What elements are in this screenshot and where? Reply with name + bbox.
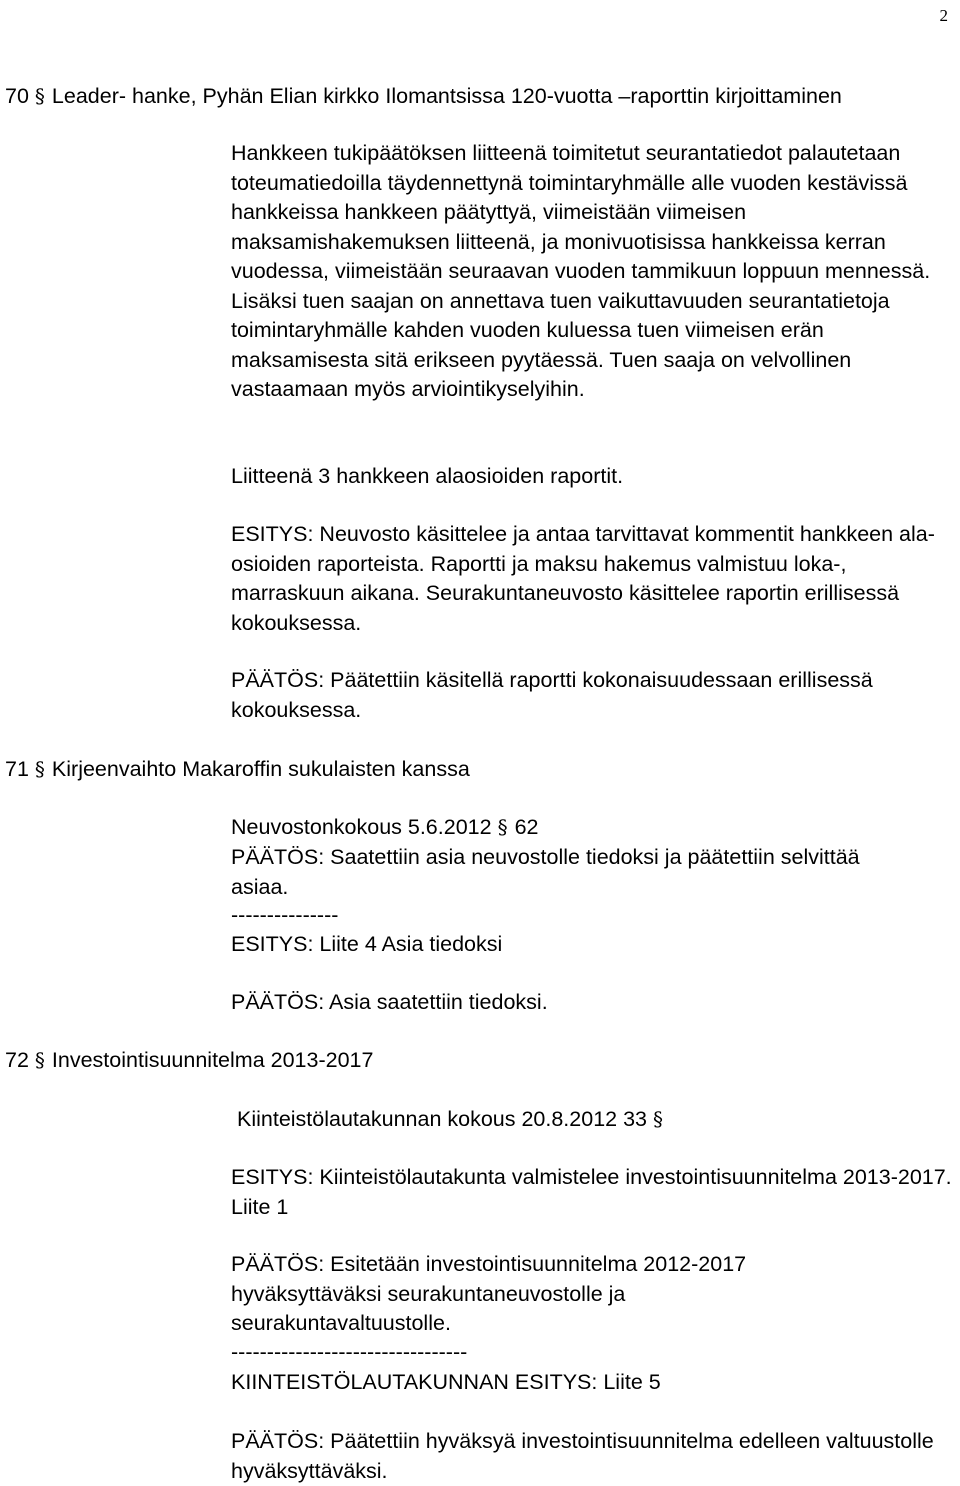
item-71-title: Kirjeenvaihto Makaroffin sukulaisten kanssa [51,757,470,781]
item-71-meeting-section: 62 [514,815,539,839]
item-70-heading [5,82,845,112]
item-71-meeting-text: Neuvostonkokous 5.6.2012 [231,815,492,839]
item-72-decision-1: PÄÄTÖS: Esitetään investointisuunnitelma 2012-2017 hyväksyttäväksi seurakuntaneuvostolle ja seurakuntavaltuustolle. [231,1252,747,1335]
item-71-decision-2: PÄÄTÖS: Asia saatettiin tiedoksi. [231,990,548,1014]
item-70-decision: PÄÄTÖS: Päätettiin käsitellä raportti kokonaisuudessaan erillisessä kokouksessa. [231,668,873,722]
item-71-meeting [231,813,951,843]
item-72-meeting-text: Kiinteistölautakunnan kokous 20.8.2012 33 [237,1107,648,1131]
section-sign-icon: § [653,1107,664,1131]
item-71-proposal: ESITYS: Liite 4 Asia tiedoksi [231,932,503,956]
item-72-meeting [237,1105,957,1135]
item-70-body: Hankkeen tukipäätöksen liitteenä toimitetut seurantatiedot palautetaan toteumatiedoilla täydennettynä toimintaryhmälle alle vuoden kestävissä hankkeissa hankkeen päätyttyä, viimeistään viimeisen maksamishakemuksen liitteenä, ja monivuotisissa hankkeissa kerran vuodessa, viimeistään seuraavan vuoden tammikuun loppuun mennessä. Lisäksi tuen saajan on annettava tuen vaikuttavuuden seurantatietoja toimintaryhmälle kahden vuoden kuluessa tuen viimeisen erän maksamisesta sitä erikseen pyytäessä. Tuen saaja on velvollinen vastaamaan myös arviointikyselyihin. [231,141,931,401]
item-72-decision-2: PÄÄTÖS: Päätettiin hyväksyä investointisuunnitelma edelleen valtuustolle hyväksyttäväksi. [231,1429,934,1483]
item-71-number: 71 [5,757,29,781]
item-72-separator: --------------------------------- [231,1340,468,1364]
page-number: 2 [939,6,948,25]
item-72-heading [5,1046,373,1076]
item-71-heading [5,755,470,785]
item-72-number: 72 [5,1048,29,1072]
section-sign-icon: § [34,1048,45,1072]
section-sign-icon: § [497,815,508,839]
item-72-proposal: ESITYS: Kiinteistölautakunta valmistelee investointisuunnitelma 2013-2017. Liite 1 [231,1165,952,1219]
item-70-title: Leader- hanke, Pyhän Elian kirkko Ilomantsissa 120-vuotta –raporttin kirjoittaminen [51,84,842,108]
item-71-separator: --------------- [231,903,339,927]
item-70-number: 70 [5,84,29,108]
item-70-attachment: Liitteenä 3 hankkeen alaosioiden raportit. [231,464,624,488]
section-sign-icon: § [34,757,45,781]
item-72-board-proposal: KIINTEISTÖLAUTAKUNNAN ESITYS: Liite 5 [231,1370,661,1394]
item-70-proposal: ESITYS: Neuvosto käsittelee ja antaa tarvittavat kommentit hankkeen ala-osioiden raporteista. Raportti ja maksu hakemus valmistuu loka-, marraskuun aikana. Seurakuntaneuvosto käsittelee raportin erillisessä kokouksessa. [231,522,935,635]
section-sign-icon: § [34,84,45,108]
item-71-decision-1: PÄÄTÖS: Saatettiin asia neuvostolle tiedoksi ja päätettiin selvittää asiaa. [231,845,860,899]
item-72-title: Investointisuunnitelma 2013-2017 [51,1048,374,1072]
